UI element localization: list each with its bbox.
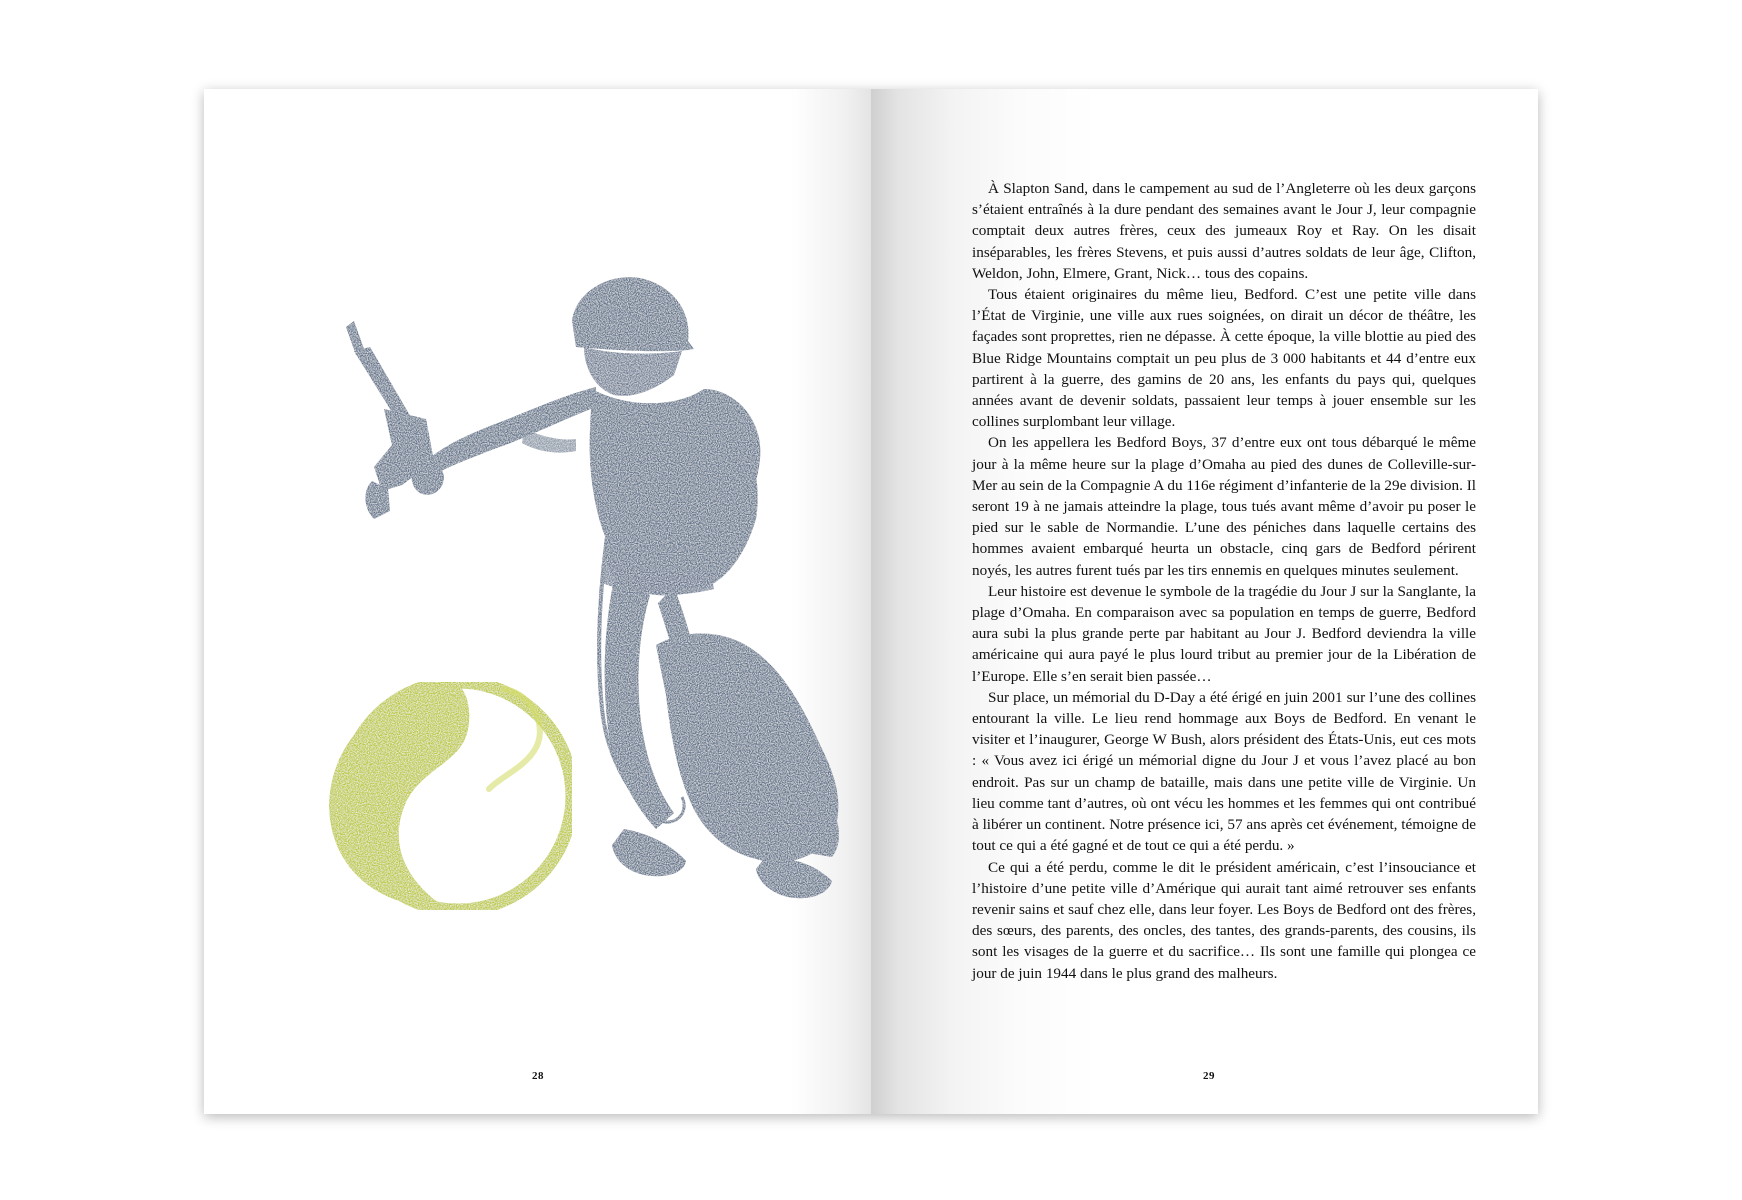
body-text [972, 178, 1476, 984]
soldier-figure [346, 277, 839, 898]
left-page [204, 89, 871, 1114]
paragraph-4: Leur histoire est devenue le symbole de la tragédie du Jour J sur la Sanglante, la plage d’Omaha. En comparaison avec sa population en temps de guerre, Bedford aura subi la plus grande perte par habitant au Jour J. Bedford deviendra la ville américaine qui aura payé le plus lourd tribut au premier jour de la Libération de l’Europe. Elle s’en serait bien passée… [972, 582, 1476, 685]
book-spread [204, 89, 1538, 1114]
yin-yang-emblem-icon [329, 682, 572, 910]
page-number-left: 28 [532, 1070, 544, 1082]
paragraph-3: On les appellera les Bedford Boys, 37 d’entre eux ont tous débarqué le même jour à la même heure sur la plage d’Omaha au pied des dunes de Colleville-sur-Mer au sein de la Compagnie A du 116e régiment d’infanterie de la 29e division. Il seront 19 à ne jamais atteindre la plage, tous tués avant même d’avoir pu poser le pied sur le sable de Normandie. L’une des péniches dans laquelle certains des hommes avaient embarqué heurta un obstacle, cinq gars de Bedford périrent noyés, les autres furent tués par les tirs ennemis en quelques minutes seulement. [972, 434, 1476, 579]
paragraph-5: Sur place, un mémorial du D-Day a été érigé en juin 2001 sur l’une des collines entourant la ville. Le lieu rend hommage aux Boys de Bedford. En venant le visiter et l’inaugurer, George W Bush, alors président des États-Unis, eut ces mots : « Vous avez ici érigé un mémorial digne du Jour J et vous l’avez placé au bon endroit. Pas sur un champ de bataille, mais dans une petite ville de Virginie. Un lieu comme tant d’autres, où ont vécu les hommes et les femmes qui ont contribué à libérer un continent. Notre présence ici, 57 ans après cet événement, témoigne de tout ce qui a été gagné et de tout ce qui a été perdu. » [972, 688, 1476, 855]
right-page [871, 89, 1538, 1114]
soldier-carrying-wounded-icon [204, 89, 871, 1114]
paragraph-1: À Slapton Sand, dans le campement au sud de l’Angleterre où les deux garçons s’étaient entraînés à la dure pendant des semaines avant le Jour J, leur compagnie comptait deux autres frères, ceux des jumeaux Roy et Ray. On les disait inséparables, les frères Stevens, et puis aussi d’autres soldats de leur âge, Clifton, Weldon, John, Elmere, Grant, Nick… tous des copains. [972, 180, 1476, 282]
paragraph-2: Tous étaient originaires du même lieu, Bedford. C’est une petite ville dans l’État de Virginie, une ville aux rues soignées, on dirait un décor de théâtre, les façades sont proprettes, rien ne dépasse. À cette époque, la ville blottie au pied des Blue Ridge Mountains comptait un peu plus de 3 000 habitants et 44 d’entre eux partirent à la guerre, des gamins de 20 ans, les enfants du pays qui, quelques années avant de devenir soldats, passaient leur temps à jouer ensemble sur les collines surplombant leur village. [972, 286, 1476, 431]
page-number-right: 29 [1203, 1070, 1215, 1082]
paragraph-6: Ce qui a été perdu, comme le dit le président américain, c’est l’insouciance et l’histoire d’une petite ville d’Amérique qui aurait tant aimé retrouver ses enfants revenir sains et sauf chez elle, dans leur foyer. Les Boys de Bedford ont des frères, des sœurs, des parents, des oncles, des tantes, des grands-parents, des cousins, ils sont les visages de la guerre et du sacrifice… Ils sont une famille qui plongea ce jour de juin 1944 dans le plus grand des malheurs. [972, 858, 1476, 982]
